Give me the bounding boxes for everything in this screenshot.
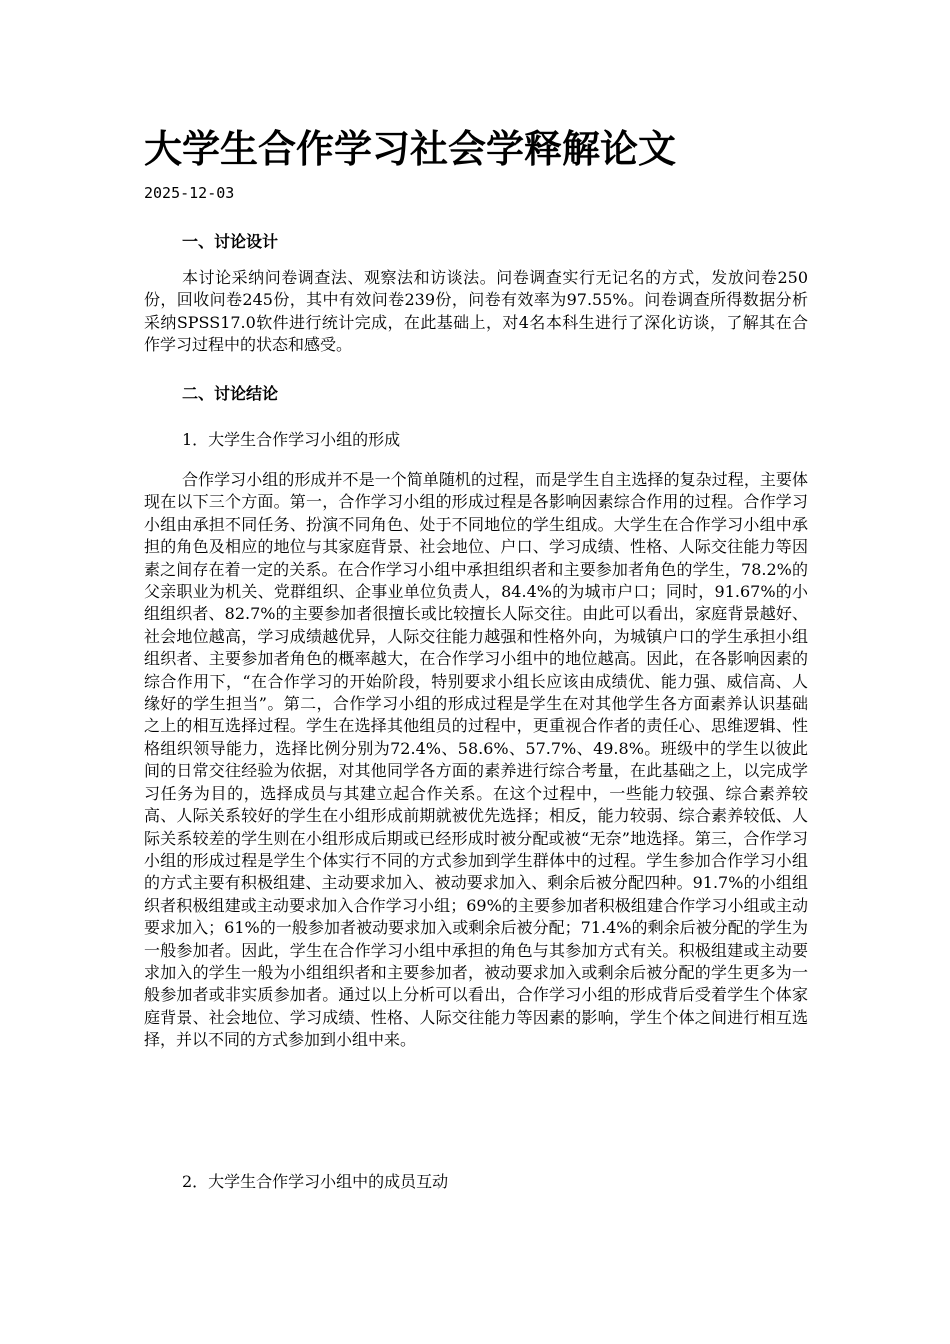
subsection-paragraph-formation: 合作学习小组的形成并不是一个简单随机的过程，而是学生自主选择的复杂过程，主要体现在以下三个方面。第一，合作学习小组的形成过程是各影响因素综合作用的过程。合作学习小组由承担不同任务、扮演不同角色、处于不同地位的学生组成。大学生在合作学习小组中承担的角色及相应的地位与其家庭背景、社会地位、户口、学习成绩、性格、人际交往能力等因素之间存在着一定的关系。在合作学习小组中承担组织者和主要参加者角色的学生，78.2%的父亲职业为机关、党群组织、企事业单位负责人，84.4%的为城市户口；同时，91.67%的小组组织者、82.7%的主要参加者很擅长或比较擅长人际交往。由此可以看出，家庭背景越好、社会地位越高，学习成绩越优异，人际交往能力越强和性格外向，为城镇户口的学生承担小组组织者、主要参加者角色的概率越大，在合作学习小组中的地位越高。因此，在各影响因素的综合作用下，“在合作学习的开始阶段，特别要求小组长应该由成绩优、能力强、威信高、人缘好的学生担当”。第二，合作学习小组的形成过程是学生在对其他学生各方面素养认识基础之上的相互选择过程。学生在选择其他组员的过程中，更重视合作者的责任心、思维逻辑、性格组织领导能力，选择比例分别为72.4%、58.6%、57.7%、49.8%。班级中的学生以彼此间的日常交往经验为依据，对其他同学各方面的素养进行综合考量，在此基础之上，以完成学习任务为目的，选择成员与其建立起合作关系。在这个过程中，一些能力较强、综合素养较高、人际关系较好的学生在小组形成前期就被优先选择；相反，能力较弱、综合素养较低、人际关系较差的学生则在小组形成后期或已经形成时被分配或被“无奈”地选择。第三，合作学习小组的形成过程是学生个体实行不同的方式参加到学生群体中的过程。学生参加合作学习小组的方式主要有积极组建、主动要求加入、被动要求加入、剩余后被分配四种。91.7%的小组组织者积极组建或主动要求加入合作学习小组；69%的主要参加者积极组建合作学习小组或主动要求加入；61%的一般参加者被动要求加入或剩余后被分配；71.4%的剩余后被分配的学生为一般参加者。因此，学生在合作学习小组中承担的角色与其参加方式有关。积极组建或主动要求加入的学生一般为小组组织者和主要参加者，被动要求加入或剩余后被分配的学生更多为一般参加者或非实质参加者。通过以上分析可以看出，合作学习小组的形成背后受着学生个体家庭背景、社会地位、学习成绩、性格、人际交往能力等因素的影响，学生个体之间进行相互选择，并以不同的方式参加到小组中来。 <box>144 470 808 1050</box>
section-heading-design: 一、讨论设计 <box>182 232 279 251</box>
publish-date: 2025-12-03 <box>144 184 235 202</box>
document-title: 大学生合作学习社会学释解论文 <box>144 127 677 171</box>
section-heading-conclusion: 二、讨论结论 <box>182 384 279 403</box>
subsection-heading-formation: 1．大学生合作学习小组的形成 <box>182 430 401 449</box>
section-paragraph-design: 本讨论采纳问卷调查法、观察法和访谈法。问卷调查实行无记名的方式，发放问卷250份，回收问卷245份，其中有效问卷239份，问卷有效率为97.55%。问卷调查所得数据分析采纳SPSS17.0软件进行统计完成，在此基础上，对4名本科生进行了深化访谈，了解其在合作学习过程中的状态和感受。 <box>144 268 808 355</box>
subsection-heading-interaction: 2．大学生合作学习小组中的成员互动 <box>182 1172 449 1191</box>
